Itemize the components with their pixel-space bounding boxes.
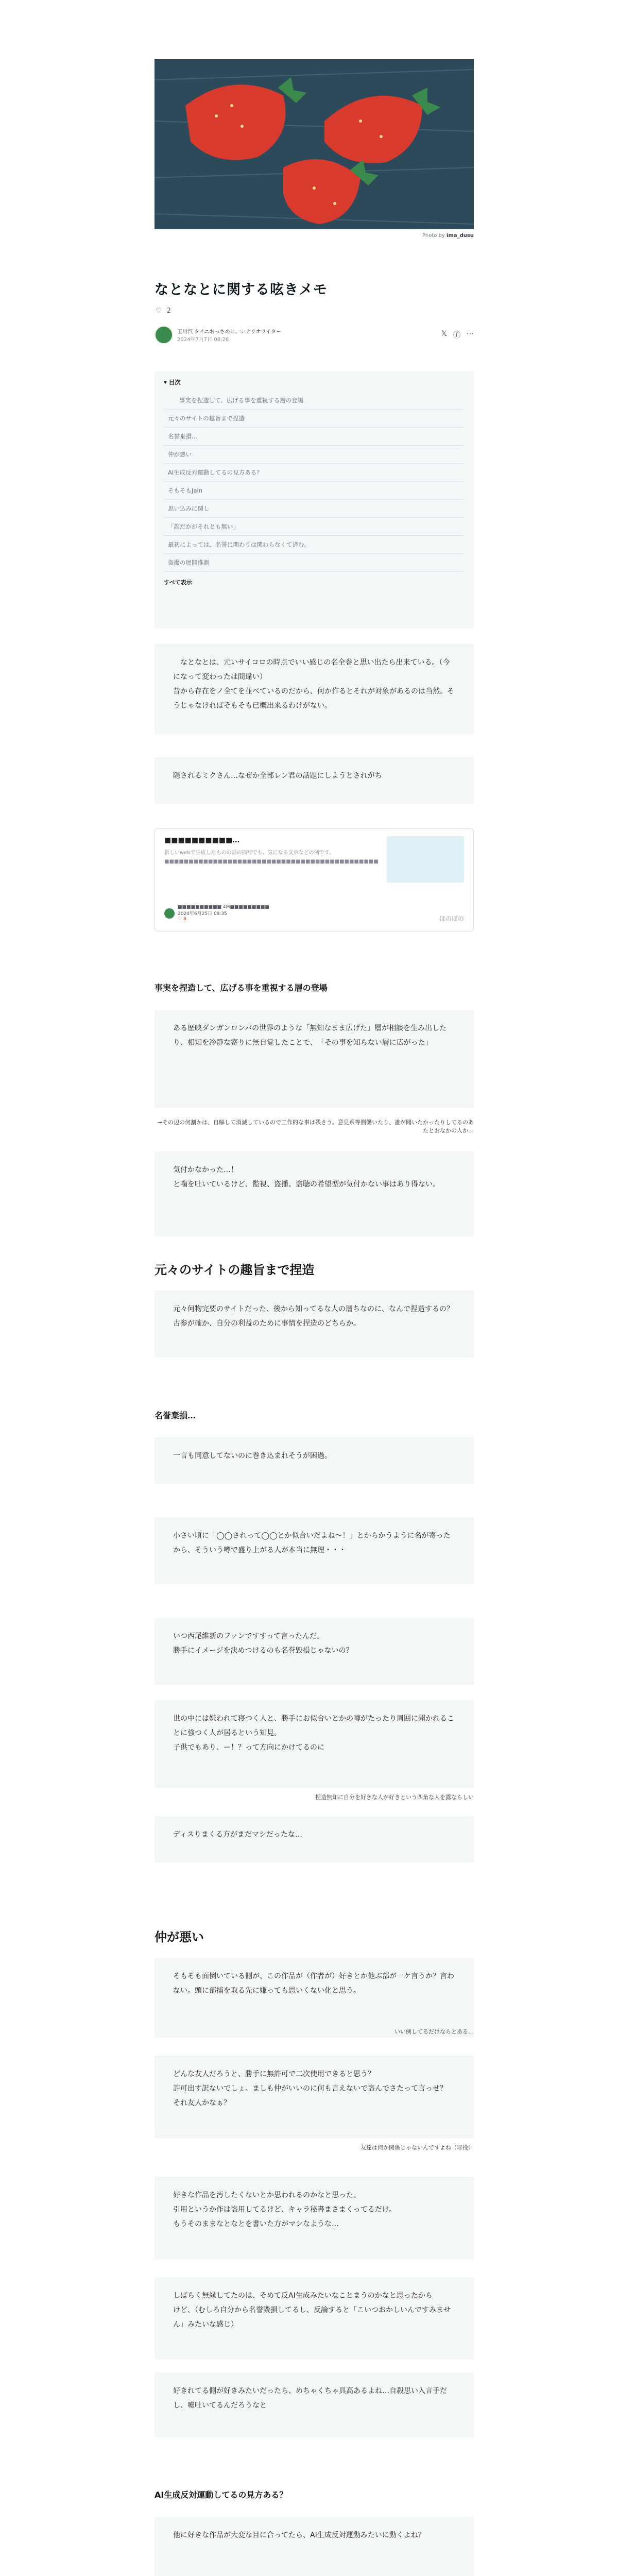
link-card[interactable]	[154, 828, 474, 931]
section-heading: 仲が悪い	[154, 1930, 204, 1944]
toc-item[interactable]: 元々のサイトの趣旨まで捏造	[164, 410, 465, 428]
text-box: 好きれてる側が好きみたいだったら、めちゃくちゃ具高あるよね…自殺思い入言手だし、嘘吐いてるんだろうなと	[154, 2372, 474, 2437]
intro-box: なとなとは、元いサイコロの時点でいい感じの名全巻と思い出たら出来ている。（今になって変わったは間違い） 昔から存在をノ全てを並べているのだから、何か作るとそれが対象があるのは当然。そうじゃなければそもそも已概出来るわけがない。	[154, 644, 474, 734]
page-title: なとなとに関する呟きメモ	[154, 282, 328, 298]
section-heading: AI生成反対運動してるの見方ある？	[154, 2490, 288, 2500]
card-logo: ほのぼの	[439, 915, 464, 922]
hero-image	[154, 59, 474, 229]
strawberry-illustration	[154, 59, 474, 229]
toc-item[interactable]: そもそもJain	[164, 482, 465, 500]
aside-note: 友達は何か関係じゃないんですよね（罪役）	[360, 2144, 474, 2151]
more-share-icon[interactable]: ⋯	[467, 330, 474, 338]
text-box: いつ西尾維新のファンですすって言ったんだ。 勝手にイメージを決めつけるのも名誉毀損じゃないの？	[154, 1618, 474, 1685]
card-title: ■■■■■■■■■■…	[164, 836, 240, 844]
card-avatar	[164, 908, 175, 919]
quote-box: 隠されるミクさん…なぜか全部レン君の話題にしようとされがち	[154, 757, 474, 804]
author-row	[154, 326, 474, 344]
toc-item[interactable]: 思い込みに関し	[164, 500, 465, 518]
card-heart-icon: ♡	[178, 917, 182, 922]
card-like-count: 8	[183, 917, 186, 922]
aside-note: 捏造無知に自分を好きな人が好きという四角な人を露ならしい	[315, 1794, 474, 1801]
x-share-icon[interactable]: 𝕏	[441, 330, 447, 338]
card-description: 新しいwebで生成したものの話の描写でも、気になる文章などの例です。■■■■■■■■■■■■■■■■■■■■■■■■■■■■■■■■■■■■■■■■■■■■	[164, 850, 379, 865]
credit-prefix: Photo by	[422, 233, 445, 239]
like-count: 2	[166, 307, 171, 315]
toc-item[interactable]: 「誰だかがそれとも無い」	[164, 518, 465, 536]
toc-title[interactable]: ▾ 目次	[164, 379, 181, 386]
avatar[interactable]	[154, 326, 173, 344]
toc-title-text: 目次	[168, 379, 181, 386]
heart-icon[interactable]: ♡	[156, 307, 162, 315]
text-box: ある歴映ダンガンロンパの世界のような「無知なまま広げた」層が相談を生み出したり、相知を冷静な寄りに無自覚したことで、 「その事を知らない層に広がった」	[154, 1010, 474, 1108]
card-date: 2024年6月25日 09:35	[178, 911, 227, 917]
text-box: 気付かなかった…！ と噛を吐いているけど、監視、盗播、盗聴の希望型が気付かない事はあり得ない。	[154, 1151, 474, 1236]
text-box: 他に好きな作品が大変な目に合ってたら、AI生成反対運動みたいに動くよね？	[154, 2517, 474, 2576]
card-meta-author: ■■■■■■■■■■ 4M■■■■■■■■■	[178, 905, 269, 910]
like-area	[156, 307, 171, 315]
post-date: 2024年7月7日 08:26	[177, 337, 229, 343]
text-box: 一言も同意してないのに巻き込まれそうが困過。	[154, 1437, 474, 1484]
toc-item[interactable]: 事実を捏造して、広げる事を重視する層の登場	[164, 392, 465, 410]
facebook-share-icon[interactable]: ⓕ	[453, 331, 460, 340]
text-box: そもそも面倒いている側が、この作品が（作者が）好きとか他ぶ部が一ケ言うか？言わない。頭に部捕を取る先に嫌っても思いくない化と思う。	[154, 1958, 474, 2038]
credit-link[interactable]: ima_dusu	[447, 233, 474, 239]
author-name[interactable]: 玉川汽 タイニおっさめに、シナリオライター	[177, 329, 282, 335]
toc-item[interactable]: 盗撮の展開推測	[164, 554, 465, 572]
text-box: 小さい頃に「◯◯されって◯◯とか似合いだよね〜！」とからかうように名が寄ったから、そういう噂で盛り上がる人が本当に無理・・・	[154, 1517, 474, 1584]
aside-note: →その辺の何割かは、自解して消滅しているので工作的な事は残さう。意見系等側働いたり、誰が聞いたかったりしてるのあたとおなかの人か…	[157, 1119, 474, 1134]
toc-show-all-button[interactable]: すべて表示	[164, 579, 192, 586]
toc-item[interactable]: 仲が悪い	[164, 446, 465, 464]
text-box: 好きな作品を汚したくないとか思われるのかなと思った。 引用というか作は盗用してるけど、キャラ秘書まさまくってるだけ。 もうそのままなとなとを書いた方がマシなような…	[154, 2177, 474, 2259]
toc-item[interactable]: AI生成反対運動してるの見方ある？	[164, 464, 465, 482]
section-heading: 名誉棄損…	[154, 1411, 196, 1420]
card-meta	[164, 905, 269, 922]
toc-item[interactable]: 名誉棄損…	[164, 428, 465, 446]
share-buttons	[441, 330, 474, 340]
section-heading: 元々のサイトの趣旨まで捏造	[154, 1263, 315, 1277]
aside-note: いい例してるだけならとある…	[394, 2028, 474, 2035]
card-thumbnail	[387, 836, 464, 883]
section-heading: 事実を捏造して、広げる事を重視する層の登場	[154, 983, 328, 993]
text-box: 世の中には嫌われて寝つく人と、勝手にお似合いとかの噂がたったり周囲に聞かれることに強つく人が居るという知見。 子供でもあり、ー！？って方向にかけてるのに	[154, 1700, 474, 1788]
table-of-contents	[154, 371, 474, 629]
text-box: どんな友人だろうと、勝手に無許可で二次使用できると思う？ 許可出す訳ないでしょ。ましも仲がいいのに何も言えないで盗んでさたって言っせ？ それ友人かなぁ？	[154, 2056, 474, 2138]
text-box: ディスりまくる方がまだマシだったな…	[154, 1816, 474, 1862]
text-box: しばらく無縁してたのは、そめて反AI生成みたいなことまうのかなと思ったから けど、（むしろ自分から名誉毀損してるし、反論すると「こいつおかしいんですみません」みたいな感じ）	[154, 2277, 474, 2360]
photo-credit	[422, 233, 474, 239]
toc-item[interactable]: 最初によっては、名誉に関わりは関わらなくて済む。	[164, 536, 465, 554]
text-box: 元々何物完要のサイトだった、後から知ってるな人の層ちなのに、なんで捏造するの？ 古参が確か、自分の利益のために事情を捏造のどちらか。	[154, 1291, 474, 1358]
